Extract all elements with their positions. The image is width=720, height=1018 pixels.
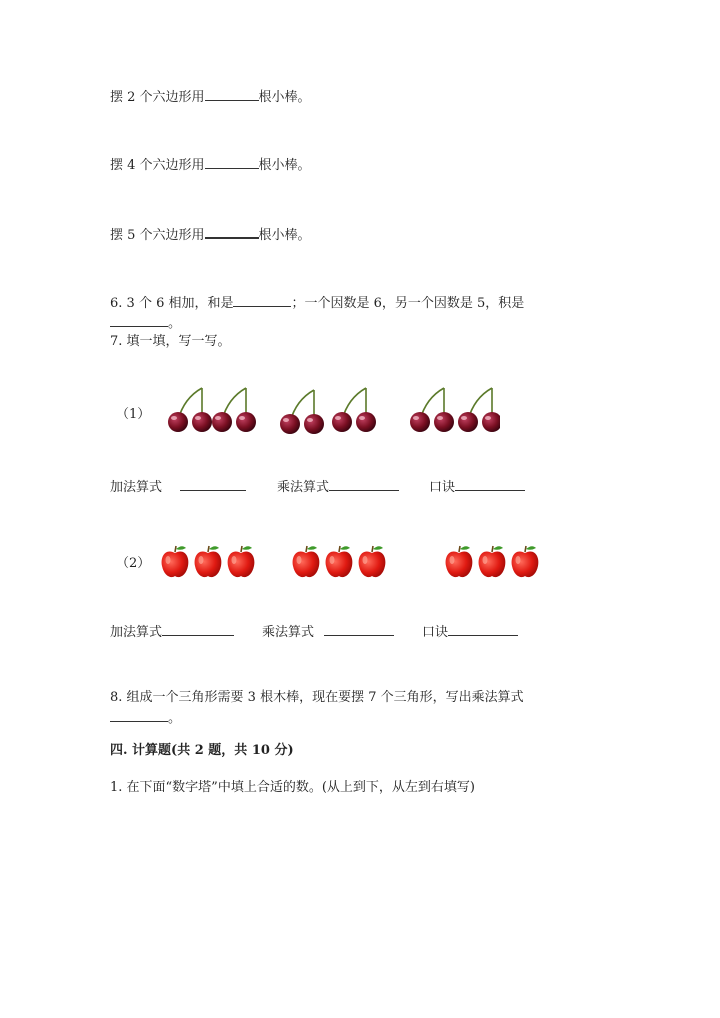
rhyme-label: 口诀	[429, 480, 456, 495]
multiplication-blank[interactable]	[329, 478, 399, 491]
multiplication-blank[interactable]	[324, 623, 394, 636]
answer-blank[interactable]	[205, 225, 259, 239]
line-text: 根小棒。	[258, 228, 311, 243]
addition-label: 加法算式	[110, 625, 163, 640]
multiplication-label: 乘法算式	[262, 625, 315, 640]
rhyme-label: 口诀	[422, 625, 449, 640]
section-4-question-1: 1. 在下面“数字塔”中填上合适的数。(从上到下，从左到右填写)	[110, 780, 475, 795]
addition-label: 加法算式	[110, 480, 163, 495]
rhyme-blank[interactable]	[448, 623, 518, 636]
question-7-title: 7. 填一填，写一写。	[110, 334, 231, 349]
hexagon-question-line-3	[110, 225, 311, 245]
question-8: 8. 组成一个三角形需要 3 根木棒，现在要摆 7 个三角形，写出乘法算式	[110, 690, 524, 705]
addition-blank[interactable]	[162, 623, 234, 636]
multiplication-blank[interactable]	[110, 709, 168, 722]
addition-blank[interactable]	[180, 478, 246, 491]
row2-multiplication	[262, 621, 394, 640]
question-8-continued	[110, 709, 181, 728]
hexagon-question-line-2	[110, 156, 311, 175]
apple-group-1	[162, 546, 255, 577]
line-text: 摆 2 个六边形用	[110, 90, 205, 105]
hexagon-question-line-1	[110, 88, 311, 107]
q6-text-1: 6. 3 个 6 相加，和是	[110, 296, 234, 311]
answer-blank[interactable]	[205, 88, 259, 101]
cherries-picture	[160, 380, 500, 436]
multiplication-label: 乘法算式	[277, 480, 330, 495]
apples-picture	[160, 542, 550, 580]
apple-group-3	[446, 546, 539, 577]
row1-multiplication	[277, 476, 399, 495]
sum-blank[interactable]	[233, 294, 291, 307]
question-6-continued	[110, 314, 181, 333]
section-4-heading: 四. 计算题(共 2 题，共 10 分)	[110, 743, 294, 758]
line-text: 根小棒。	[258, 90, 311, 105]
group-2-label: （2）	[116, 556, 151, 571]
q8-end: 。	[168, 711, 182, 726]
cherry-group-1	[168, 388, 256, 432]
cherry-group-2	[280, 388, 376, 434]
q6-end: 。	[168, 316, 182, 331]
group-1-label: （1）	[116, 407, 151, 422]
answer-blank[interactable]	[205, 156, 259, 169]
question-6	[110, 294, 524, 313]
row1-rhyme	[429, 476, 525, 495]
line-text: 根小棒。	[258, 158, 311, 173]
line-text: 摆 5 个六边形用	[110, 228, 205, 243]
line-text: 摆 4 个六边形用	[110, 158, 205, 173]
q6-text-2: ；一个因数是 6，另一个因数是 5，积是	[291, 296, 525, 311]
cherry-group-3	[410, 388, 500, 432]
product-blank[interactable]	[110, 314, 168, 327]
row1-addition	[110, 476, 246, 495]
apple-group-2	[293, 546, 386, 577]
row2-rhyme	[422, 621, 518, 640]
rhyme-blank[interactable]	[455, 478, 525, 491]
row2-addition	[110, 621, 234, 640]
